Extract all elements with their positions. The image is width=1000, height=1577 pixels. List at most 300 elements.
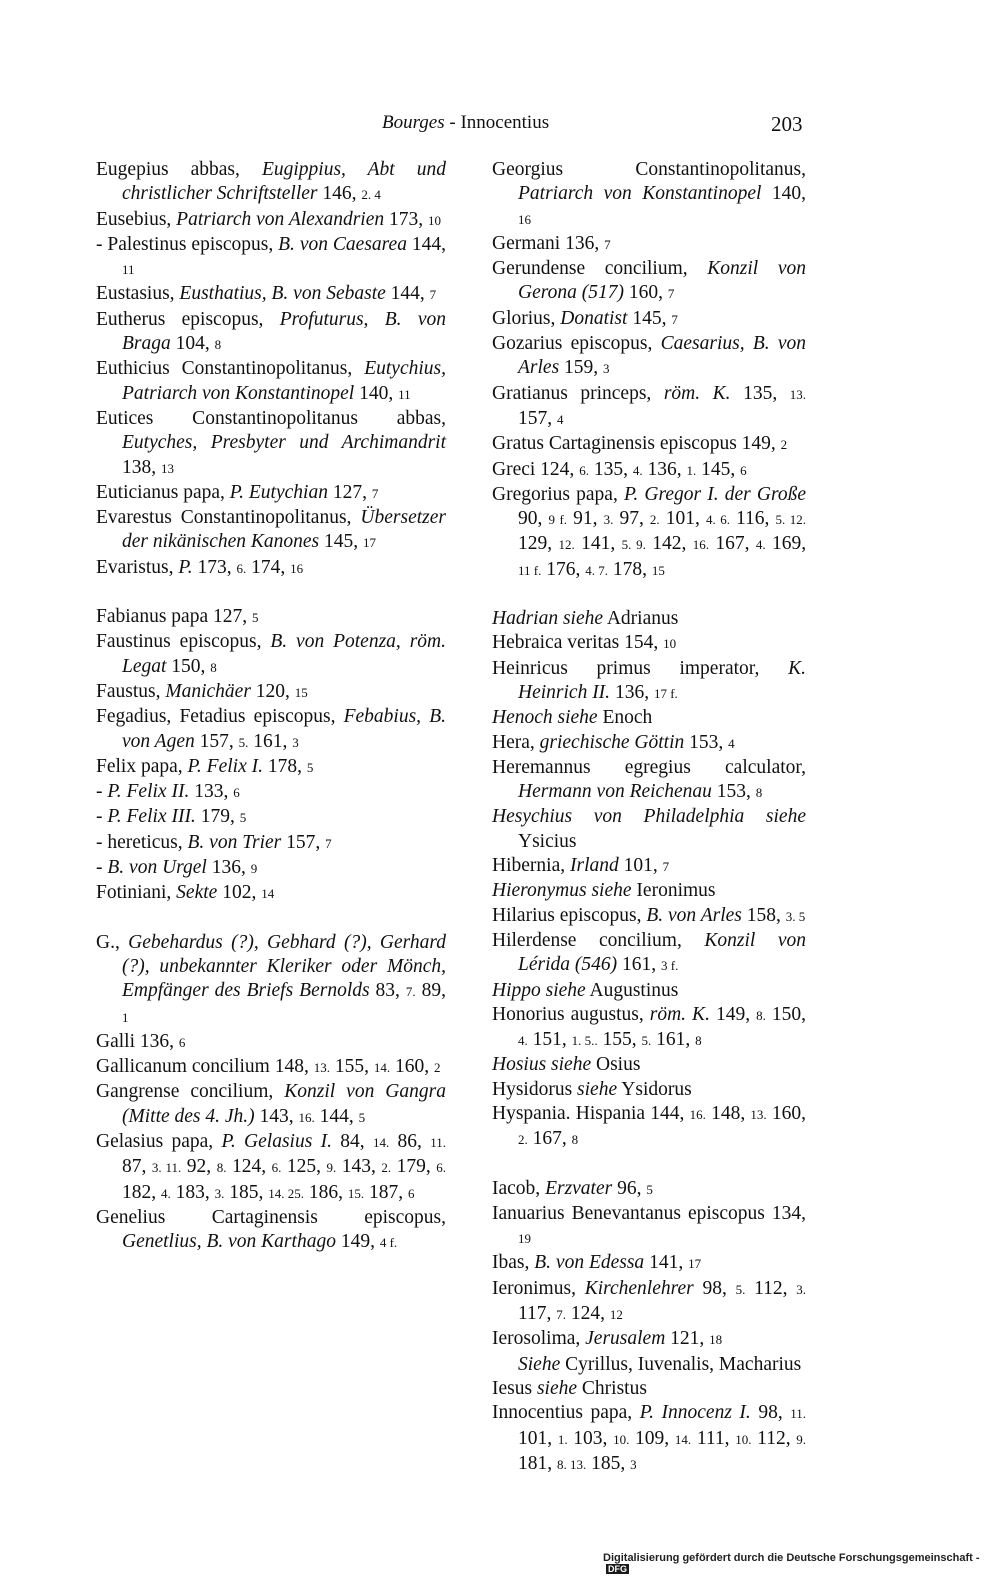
line-reference: 10: [663, 636, 677, 652]
line-reference: 2.: [649, 512, 660, 528]
entry-text: 160,: [623, 282, 668, 304]
index-entry: [492, 307, 806, 332]
line-reference: 3: [603, 361, 610, 377]
entry-text: P. Eutychian: [229, 481, 328, 503]
entry-text: Euticianus papa,: [96, 481, 230, 503]
entry-text: Ierosolima,: [492, 1328, 586, 1350]
entry-text: 136,: [610, 681, 654, 703]
index-column-right: [492, 158, 806, 1477]
entry-text: Gratus Cartaginensis episcopus 149,: [492, 433, 781, 455]
index-entry: [96, 1055, 446, 1080]
index-entry: [96, 556, 446, 581]
entry-text: 136,: [642, 458, 687, 480]
entry-text: 145,: [696, 458, 741, 480]
line-reference: 9.: [796, 1431, 807, 1447]
index-entry: [96, 680, 446, 705]
entry-text: B. von Arles: [646, 904, 742, 926]
entry-text: 155,: [597, 1029, 642, 1051]
entry-text: 124,: [566, 1303, 610, 1325]
entry-text: 102,: [217, 882, 262, 904]
entry-text: 111,: [691, 1427, 736, 1449]
entry-text: 116,: [729, 508, 776, 530]
line-reference: 11 f.: [518, 562, 542, 578]
entry-text: 98,: [693, 1277, 736, 1299]
index-entry: [492, 1078, 806, 1102]
line-reference: 5: [239, 810, 247, 826]
line-reference: 15.: [347, 1185, 365, 1201]
entry-text: 161,: [248, 730, 293, 752]
line-reference: 6: [740, 462, 747, 478]
entry-text: 150,: [765, 1003, 806, 1025]
footer-text: Digitalisierung gefördert durch die Deutsche Forschungsgemeinschaft -: [603, 1552, 980, 1564]
entry-text: 101,: [659, 508, 706, 530]
index-entry: [96, 308, 446, 358]
line-reference: 8: [214, 337, 222, 353]
entry-text: Eustasius,: [96, 283, 180, 305]
index-entry: [96, 780, 446, 805]
index-entry: [96, 605, 446, 630]
index-entry: [96, 831, 446, 856]
running-head: Bourges - Innocentius: [382, 112, 550, 133]
entry-text: Ianuarius Benevantanus episcopus 134,: [492, 1202, 806, 1224]
line-reference: 16.: [298, 1109, 315, 1125]
entry-text: 157,: [194, 730, 239, 752]
index-entry: [492, 1003, 806, 1054]
line-reference: 2. 4: [361, 187, 381, 203]
footer-credit: [603, 1552, 1000, 1576]
entry-text: 167,: [527, 1128, 572, 1150]
entry-text: siehe: [536, 1377, 578, 1399]
line-reference: 2: [780, 437, 788, 453]
line-reference: 4. 6.: [705, 512, 730, 528]
index-entry: [492, 432, 806, 457]
entry-text: Genelius Cartaginensis episcopus,: [96, 1206, 446, 1228]
entry-text: 121,: [665, 1328, 710, 1350]
entry-text: 125,: [281, 1156, 327, 1178]
line-reference: 14.: [372, 1134, 390, 1150]
entry-text: B. von Edessa: [534, 1252, 645, 1274]
entry-text: Germani 136,: [492, 232, 605, 254]
entry-text: Euthicius Constantinopolitanus,: [96, 358, 365, 380]
line-reference: 7.: [405, 984, 416, 1000]
line-reference: 3. 5: [785, 908, 806, 924]
index-entry: [96, 357, 446, 407]
entry-text: Hera,: [492, 731, 540, 753]
entry-text: 178,: [262, 755, 307, 777]
entry-text: 112,: [751, 1427, 797, 1449]
entry-text: 183,: [170, 1181, 215, 1203]
line-reference: 8: [695, 1033, 702, 1049]
entry-text: Fabianus papa 127,: [96, 606, 252, 628]
line-reference: 1.: [557, 1431, 568, 1447]
entry-text: 185,: [224, 1181, 269, 1203]
entry-text: 187,: [364, 1181, 408, 1203]
line-reference: 15: [294, 684, 308, 700]
index-entry: [492, 257, 806, 307]
entry-text: Iesus: [492, 1377, 537, 1399]
entry-text: Adrianus: [603, 608, 679, 630]
line-reference: 11.: [430, 1134, 447, 1150]
index-entry: [492, 458, 806, 483]
entry-text: Ysicius: [518, 830, 577, 852]
entry-text: Evaristus,: [96, 556, 179, 578]
line-reference: 17: [363, 535, 377, 551]
entry-text: Patriarch von Alexandrien: [176, 208, 385, 230]
entry-text: 87,: [122, 1156, 152, 1178]
line-reference: 8: [210, 659, 217, 675]
entry-text: Hesychius von Philadelphia siehe: [492, 806, 806, 828]
line-reference: 19: [518, 1231, 531, 1247]
entry-text: 90,: [518, 508, 549, 530]
entry-text: P. Felix I.: [187, 755, 263, 777]
index-entry: [96, 856, 446, 881]
line-reference: 10.: [613, 1431, 630, 1447]
entry-text: Henoch siehe: [492, 707, 598, 729]
entry-text: B. von Urgel: [107, 857, 207, 879]
entry-text: Siehe: [518, 1353, 561, 1375]
entry-text: 101,: [618, 855, 663, 877]
entry-text: 133,: [189, 781, 234, 803]
index-entry: [96, 506, 446, 556]
entry-text: Manichäer: [165, 680, 251, 702]
page-header: [0, 112, 1000, 142]
index-entry: [492, 158, 806, 232]
line-reference: 13.: [789, 386, 806, 402]
index-entry: [96, 705, 446, 755]
line-reference: 13.: [750, 1106, 767, 1122]
entry-text: 179,: [195, 806, 240, 828]
index-entry: [492, 1202, 806, 1252]
index-entry: [96, 282, 446, 307]
line-reference: 6.: [436, 1160, 446, 1176]
entry-text: 86,: [389, 1130, 431, 1152]
entry-text: Hebraica veritas 154,: [492, 632, 664, 654]
entry-text: Hieronymus siehe: [492, 880, 632, 902]
entry-text: Heremannus egregius calculator,: [492, 756, 806, 778]
line-reference: 11: [398, 386, 411, 402]
index-entry: [492, 929, 806, 979]
line-reference: 7: [667, 286, 675, 302]
entry-text: 96,: [612, 1177, 647, 1199]
line-reference: 4: [728, 735, 735, 751]
entry-text: siehe: [577, 1078, 618, 1100]
entry-text: Jerusalem: [585, 1328, 666, 1350]
entry-text: Genetlius, B. von Karthago: [122, 1231, 336, 1253]
line-reference: 3: [292, 734, 299, 750]
entry-text: 144,: [314, 1105, 359, 1127]
entry-text: 181,: [518, 1452, 557, 1474]
line-reference: 4.: [518, 1033, 528, 1049]
line-reference: 4. 7.: [585, 562, 608, 578]
entry-text: - Palestinus episcopus,: [96, 233, 279, 255]
line-reference: 16.: [692, 537, 709, 553]
entry-text: 145,: [627, 307, 672, 329]
line-reference: 8. 13.: [557, 1456, 587, 1472]
entry-text: röm. K.: [649, 1003, 710, 1025]
line-reference: 4.: [632, 462, 643, 478]
entry-text: 173,: [192, 556, 237, 578]
entry-text: 98,: [750, 1402, 791, 1424]
line-reference: 6.: [271, 1160, 282, 1176]
line-reference: 8: [755, 785, 763, 801]
entry-text: 160,: [390, 1056, 434, 1078]
entry-text: 129,: [518, 533, 559, 555]
line-reference: 8.: [756, 1007, 766, 1023]
index-entry: [96, 1080, 446, 1130]
line-reference: 6: [178, 1034, 186, 1050]
entry-text: 151,: [527, 1029, 572, 1051]
index-entry: [96, 1030, 446, 1055]
entry-text: Gerundense concilium,: [492, 258, 708, 280]
index-entry: [96, 931, 446, 1030]
line-reference: 4.: [161, 1185, 171, 1201]
line-reference: 3.: [214, 1185, 225, 1201]
entry-text: 103,: [567, 1427, 614, 1449]
line-reference: 7: [662, 859, 670, 875]
entry-text: 146,: [317, 183, 362, 205]
entry-text: 150,: [166, 655, 211, 677]
entry-text: 142,: [645, 533, 693, 555]
line-reference: 14.: [674, 1431, 692, 1447]
entry-text: Felix papa,: [96, 755, 188, 777]
entry-text: 140,: [761, 183, 806, 205]
index-entry: [492, 805, 806, 854]
entry-text: 186,: [304, 1181, 348, 1203]
index-entry: [492, 1377, 806, 1401]
line-reference: 3.: [796, 1281, 807, 1297]
line-reference: 4: [557, 411, 564, 427]
entry-text: Hyspania. Hispania 144,: [492, 1102, 690, 1124]
index-entry: [96, 1130, 446, 1206]
entry-text: Eutherus episcopus,: [96, 308, 280, 330]
index-entry: [96, 407, 446, 481]
entry-text: Sekte: [176, 882, 218, 904]
line-reference: 3 f.: [661, 958, 679, 974]
entry-text: Gallicanum concilium 148,: [96, 1056, 314, 1078]
entry-text: 143,: [336, 1156, 382, 1178]
entry-text: Evarestus Constantinopolitanus,: [96, 507, 361, 529]
line-reference: 18: [709, 1332, 723, 1348]
entry-text: 97,: [613, 508, 650, 530]
line-reference: 11: [122, 262, 135, 278]
line-reference: 9: [250, 861, 258, 877]
line-reference: 15: [651, 562, 665, 578]
index-entry: [96, 805, 446, 830]
entry-text: Gebehardus (?), Gebhard (?), Gerhard (?), unbekannter Kleriker oder Mönch, Empfänger des Briefs Bernolds: [122, 931, 446, 1002]
entry-text: Kirchenlehrer: [584, 1277, 694, 1299]
entry-text: Hermann von Reichenau: [518, 781, 712, 803]
entry-text: 173,: [384, 208, 429, 230]
line-reference: 6.: [579, 462, 589, 478]
line-reference: 1. 5..: [571, 1033, 598, 1049]
entry-text: Faustinus episcopus,: [96, 631, 271, 653]
line-reference: 9.: [326, 1160, 337, 1176]
entry-text: 83,: [369, 980, 406, 1002]
entry-text: Gozarius episcopus,: [492, 333, 661, 355]
entry-text: 101,: [518, 1427, 558, 1449]
entry-text: Augustinus: [585, 979, 679, 1001]
line-reference: 5: [306, 759, 314, 775]
dfg-logo: DFG: [608, 1564, 627, 1574]
index-entry: [492, 854, 806, 879]
entry-text: Glorius,: [492, 307, 561, 329]
index-entry: [492, 332, 806, 382]
entry-text: 179,: [391, 1156, 437, 1178]
entry-text: 169,: [765, 533, 807, 555]
index-entry: [492, 904, 806, 929]
index-entry: [492, 232, 806, 257]
line-reference: 5.: [238, 734, 249, 750]
entry-text: Gangrense concilium,: [96, 1081, 285, 1103]
index-entry: [96, 481, 446, 506]
entry-text: 136,: [206, 857, 251, 879]
entry-text: Gratianus princeps,: [492, 382, 664, 404]
entry-text: K. Heinrich II.: [518, 657, 806, 703]
entry-text: Greci 124,: [492, 458, 580, 480]
entry-text: P. Felix III.: [107, 806, 196, 828]
entry-text: 127,: [327, 481, 372, 503]
entry-text: G.,: [96, 931, 129, 953]
entry-text: 144,: [406, 233, 447, 255]
entry-text: Hilerdense concilium,: [492, 929, 705, 951]
entry-text: Christus: [577, 1377, 647, 1399]
entry-text: 160,: [766, 1102, 807, 1124]
entry-text: 185,: [586, 1452, 631, 1474]
line-reference: 14. 25.: [268, 1185, 304, 1201]
line-reference: 5: [251, 610, 259, 626]
entry-text: Patriarch von Konstantinopel: [518, 183, 762, 205]
entry-text: P. Gregor I. der Große: [623, 483, 806, 505]
entry-text: 153,: [711, 781, 756, 803]
entry-text: Konzil von Lérida (546): [518, 929, 806, 976]
entry-text: 89,: [415, 980, 447, 1002]
entry-text: Georgius Constantinopolitanus,: [492, 159, 806, 180]
entry-text: Übersetzer der nikänischen Kanones: [122, 507, 446, 553]
entry-text: Innocentius papa,: [492, 1402, 640, 1424]
entry-text: Galli 136,: [96, 1030, 179, 1052]
entry-text: Iacob,: [492, 1177, 546, 1199]
entry-text: 84,: [331, 1130, 373, 1152]
line-reference: 7: [604, 236, 611, 252]
line-reference: 3.: [603, 512, 614, 528]
entry-text: Eusthatius, B. von Sebaste: [179, 283, 386, 305]
line-reference: 5.: [735, 1281, 746, 1297]
entry-text: 149,: [335, 1231, 380, 1253]
line-reference: 12: [609, 1307, 623, 1323]
index-entry: [96, 158, 446, 208]
line-reference: 10.: [735, 1431, 752, 1447]
line-reference: 5: [646, 1181, 653, 1197]
line-reference: 13: [161, 460, 174, 476]
entry-text: 91,: [567, 508, 604, 530]
entry-text: - hereticus,: [96, 831, 188, 853]
index-entry: [96, 233, 446, 283]
entry-text: Hilarius episcopus,: [492, 904, 647, 926]
index-entry: [96, 881, 446, 906]
entry-text: 155,: [329, 1056, 374, 1078]
entry-text: Erzvater: [545, 1177, 613, 1199]
entry-text: B. von Potenza, röm. Legat: [122, 631, 447, 677]
entry-text: röm. K.: [663, 382, 731, 404]
line-reference: 1.: [686, 462, 697, 478]
entry-text: Eugepius abbas,: [96, 159, 262, 180]
index-entry: [492, 1327, 806, 1352]
entry-text: 124,: [226, 1156, 272, 1178]
entry-text: Enoch: [597, 707, 653, 729]
entry-text: -: [96, 806, 108, 828]
entry-text: Konzil von Gangra (Mitte des 4. Jh.): [122, 1081, 446, 1127]
line-reference: 2.: [381, 1160, 392, 1176]
entry-text: P.: [178, 556, 193, 578]
line-reference: 16.: [689, 1106, 706, 1122]
line-reference: 5. 9.: [621, 537, 646, 553]
entry-text: 161,: [617, 954, 661, 976]
entry-text: Profuturus, B. von Braga: [122, 308, 446, 355]
entry-text: Gelasius papa,: [96, 1130, 222, 1152]
line-reference: 8: [571, 1132, 579, 1148]
entry-text: 135,: [588, 458, 633, 480]
entry-text: griechische Göttin: [539, 731, 685, 753]
entry-text: Febabius, B. von Agen: [122, 706, 446, 752]
entry-text: Donatist: [560, 307, 628, 329]
entry-text: 104,: [170, 333, 215, 355]
entry-text: Ibas,: [492, 1252, 535, 1274]
entry-text: Ieronimus,: [492, 1277, 585, 1299]
entry-text: P. Gelasius I.: [221, 1130, 332, 1152]
line-reference: 2: [433, 1060, 441, 1076]
index-entry: [492, 607, 806, 631]
entry-text: 109,: [629, 1427, 675, 1449]
line-reference: 6: [408, 1185, 415, 1201]
entry-text: Eutychius, Patriarch von Konstantinopel: [122, 358, 446, 404]
entry-text: 135,: [730, 382, 790, 404]
index-entry: [96, 630, 446, 680]
entry-text: P. Felix II.: [107, 781, 190, 803]
entry-text: 176,: [541, 558, 586, 580]
entry-text: Cyrillus, Iuvenalis, Macharius: [560, 1353, 802, 1375]
line-reference: 9 f.: [548, 512, 568, 528]
index-entry: [492, 879, 806, 903]
entry-text: Hadrian siehe: [492, 608, 604, 630]
index-entry: [492, 1177, 806, 1202]
line-reference: 3: [630, 1456, 637, 1472]
line-reference: 8.: [216, 1160, 227, 1176]
entry-text: Irland: [569, 855, 619, 877]
entry-text: Fegadius, Fetadius episcopus,: [96, 706, 344, 728]
entry-text: Eutyches, Presbyter und Archimandrit: [122, 432, 446, 454]
index-entry: [492, 1251, 806, 1276]
entry-text: 174,: [246, 556, 291, 578]
index-entry: [96, 208, 446, 233]
entry-text: Faustus,: [96, 680, 166, 702]
line-reference: 3. 11.: [151, 1160, 182, 1176]
entry-text: 182,: [122, 1181, 161, 1203]
entry-text: 144,: [385, 283, 430, 305]
entry-text: Osius: [591, 1054, 641, 1076]
line-reference: 16: [290, 560, 304, 576]
line-reference: 7: [671, 311, 678, 327]
index-entry: [492, 483, 806, 583]
line-reference: 4.: [755, 537, 766, 553]
index-entry: [96, 755, 446, 780]
index-entry: [492, 1401, 806, 1477]
line-reference: 13.: [313, 1060, 330, 1076]
line-reference: 11.: [790, 1406, 806, 1422]
entry-text: Hysidorus: [492, 1078, 578, 1100]
index-entry: [492, 706, 806, 730]
line-reference: 6.: [236, 560, 247, 576]
entry-text: Hibernia,: [492, 855, 570, 877]
